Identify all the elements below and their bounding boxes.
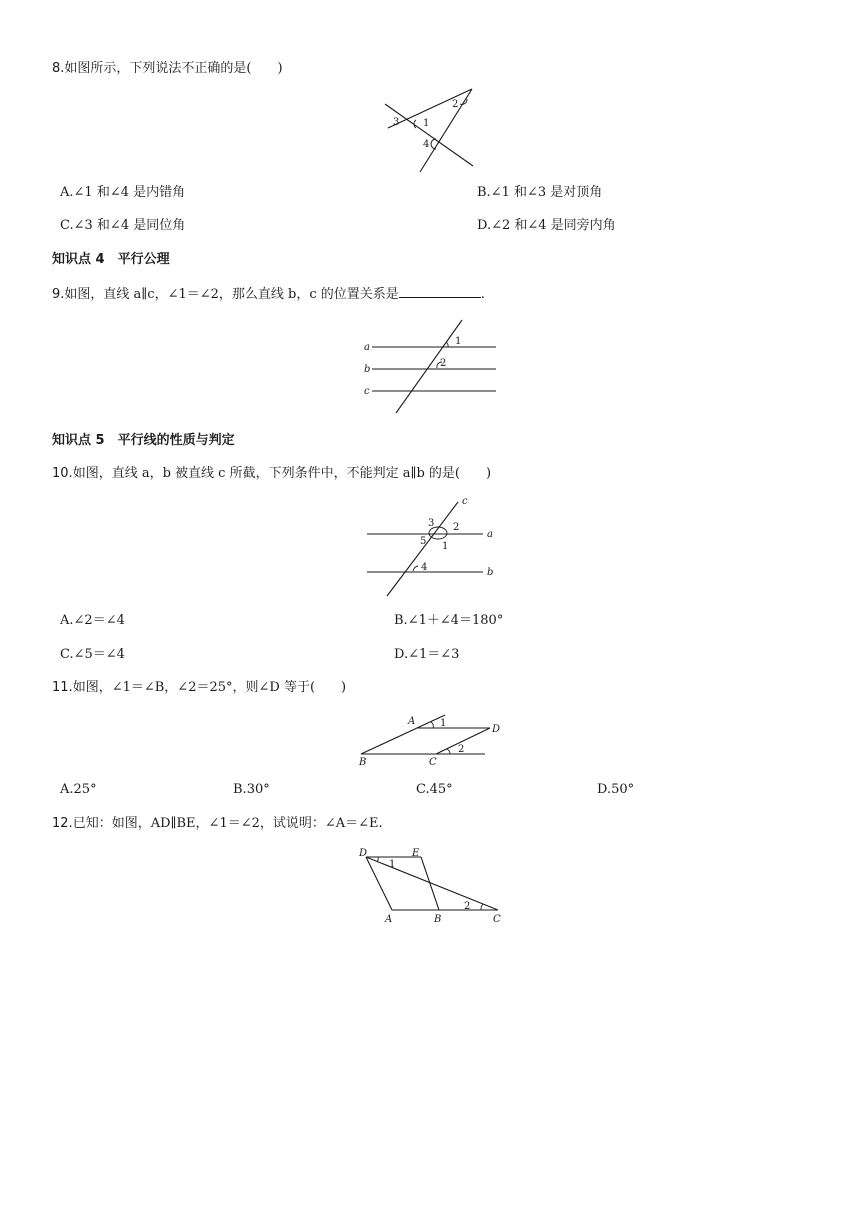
- q11-label-C: C: [429, 757, 437, 768]
- q8-stem-line: [52, 60, 283, 78]
- q12-stem-line: [52, 815, 383, 833]
- q10-option-c[interactable]: [60, 646, 125, 664]
- q9-label-b: b: [364, 364, 371, 375]
- q11-option-d[interactable]: [597, 781, 634, 799]
- q9-transversal: [396, 320, 462, 413]
- q8-option-c-letter: C.: [60, 218, 74, 233]
- q10-option-a-text: ∠2＝∠4: [73, 613, 125, 628]
- q12-label-B: B: [434, 914, 442, 925]
- q11-figure-svg: [358, 712, 508, 772]
- q10-number: 10.: [52, 466, 73, 481]
- q8-option-a-letter: A.: [60, 185, 74, 200]
- q8-option-b-text: ∠1 和∠3 是对顶角: [490, 185, 603, 200]
- q9-label-c: c: [364, 386, 370, 397]
- q11-option-c-letter: C.: [416, 782, 430, 797]
- q12-label-E: E: [412, 848, 420, 859]
- q8-option-c-text: ∠3 和∠4 是同位角: [73, 218, 186, 233]
- q11-number: 11.: [52, 680, 73, 695]
- q10-option-c-letter: C.: [60, 647, 74, 662]
- q8-label-3: 3: [393, 117, 400, 128]
- q10-figure: [362, 494, 502, 600]
- q10-angle-arc-4: [413, 566, 418, 571]
- q9-label-1: 1: [455, 336, 462, 347]
- q10-label-b: b: [487, 567, 494, 578]
- q10-label-2: 2: [453, 522, 460, 533]
- q9-figure-svg: [360, 316, 500, 416]
- q10-option-b[interactable]: [394, 612, 503, 630]
- q12-label-C: C: [493, 914, 501, 925]
- q11-option-d-text: 50°: [611, 782, 635, 797]
- q10-stem: 如图，直线 a，b 被直线 c 所截，下列条件中，不能判定 a∥b 的是( ): [72, 466, 492, 481]
- q11-option-a[interactable]: [60, 781, 97, 799]
- q9-stem-line: [52, 285, 485, 304]
- q8-figure-svg: [380, 84, 480, 176]
- q8-number: 8.: [52, 61, 65, 76]
- q11-option-c[interactable]: [416, 781, 453, 799]
- q10-option-a-letter: A.: [60, 613, 74, 628]
- q10-option-d-letter: D.: [394, 647, 409, 662]
- q11-label-1: 1: [440, 718, 447, 729]
- q10-stem-line: [52, 465, 491, 483]
- q11-option-d-letter: D.: [597, 782, 612, 797]
- q10-option-d-text: ∠1＝∠3: [408, 647, 460, 662]
- q11-angle-arc-2: [447, 749, 450, 754]
- q9-number: 9.: [52, 287, 65, 302]
- q11-stem: 如图，∠1＝∠B，∠2＝25°，则∠D 等于( ): [72, 680, 347, 695]
- q10-option-b-letter: B.: [394, 613, 408, 628]
- q8-option-d[interactable]: [477, 217, 616, 235]
- q8-option-b[interactable]: [477, 184, 602, 202]
- q11-option-b-letter: B.: [233, 782, 247, 797]
- q10-label-4: 4: [421, 562, 428, 573]
- q9-figure: [360, 316, 500, 416]
- q11-figure: [358, 712, 508, 772]
- q12-stem: 已知：如图，AD∥BE，∠1＝∠2，试说明：∠A＝∠E.: [72, 816, 383, 831]
- q11-label-B: B: [359, 757, 367, 768]
- q12-label-1: 1: [389, 859, 396, 870]
- q8-option-a[interactable]: [60, 184, 185, 202]
- q12-label-D: D: [359, 848, 368, 859]
- q11-option-b[interactable]: [233, 781, 270, 799]
- q12-number: 12.: [52, 816, 73, 831]
- q8-option-c[interactable]: [60, 217, 185, 235]
- q10-label-c: c: [462, 496, 468, 507]
- q8-stem: 如图所示，下列说法不正确的是( ): [64, 61, 283, 76]
- q11-angle-arc-1: [431, 722, 433, 728]
- q9-label-a: a: [364, 342, 370, 353]
- q8-option-a-text: ∠1 和∠4 是内错角: [73, 185, 186, 200]
- q11-stem-line: [52, 679, 346, 697]
- section-4-heading: 知识点 4 平行公理: [52, 252, 170, 267]
- q12-label-2: 2: [464, 901, 471, 912]
- q9-stem-end: .: [480, 287, 485, 302]
- q9-label-2: 2: [440, 358, 447, 369]
- q9-angle-arc-1: [446, 342, 448, 347]
- q11-label-A: A: [408, 716, 416, 727]
- q12-line-dc: [366, 857, 498, 910]
- q11-option-b-text: 30°: [246, 782, 270, 797]
- q11-option-a-text: 25°: [73, 782, 97, 797]
- q8-label-2: 2: [452, 99, 459, 110]
- q12-figure-svg: [356, 844, 506, 930]
- q8-option-d-letter: D.: [477, 218, 492, 233]
- q12-label-A: A: [385, 914, 393, 925]
- q10-label-1: 1: [442, 541, 449, 552]
- q8-figure: [380, 84, 480, 176]
- q10-label-3: 3: [428, 518, 435, 529]
- q10-label-a: a: [487, 529, 493, 540]
- q10-option-b-text: ∠1＋∠4＝180°: [407, 613, 504, 628]
- q10-option-d[interactable]: [394, 646, 459, 664]
- q8-option-d-text: ∠2 和∠4 是同旁内角: [491, 218, 616, 233]
- q11-line-ba: [361, 715, 445, 754]
- q12-line-eb: [421, 857, 439, 910]
- section-5-heading: 知识点 5 平行线的性质与判定: [52, 433, 235, 448]
- q9-answer-blank[interactable]: [399, 285, 481, 298]
- q8-angle-arc-1: [414, 120, 416, 128]
- q11-option-c-text: 45°: [429, 782, 453, 797]
- q10-label-5: 5: [420, 536, 427, 547]
- q10-option-c-text: ∠5＝∠4: [73, 647, 125, 662]
- q11-label-D: D: [492, 724, 501, 735]
- q8-label-1: 1: [423, 118, 430, 129]
- q12-angle-arc-2: [481, 904, 483, 910]
- q11-option-a-letter: A.: [60, 782, 74, 797]
- q12-figure: [356, 844, 506, 930]
- q10-option-a[interactable]: [60, 612, 125, 630]
- q8-label-4: 4: [423, 139, 430, 150]
- q8-option-b-letter: B.: [477, 185, 491, 200]
- q11-label-2: 2: [458, 744, 465, 755]
- q9-stem: 如图，直线 a∥c，∠1＝∠2，那么直线 b，c 的位置关系是: [64, 287, 399, 302]
- q10-figure-svg: [362, 494, 502, 600]
